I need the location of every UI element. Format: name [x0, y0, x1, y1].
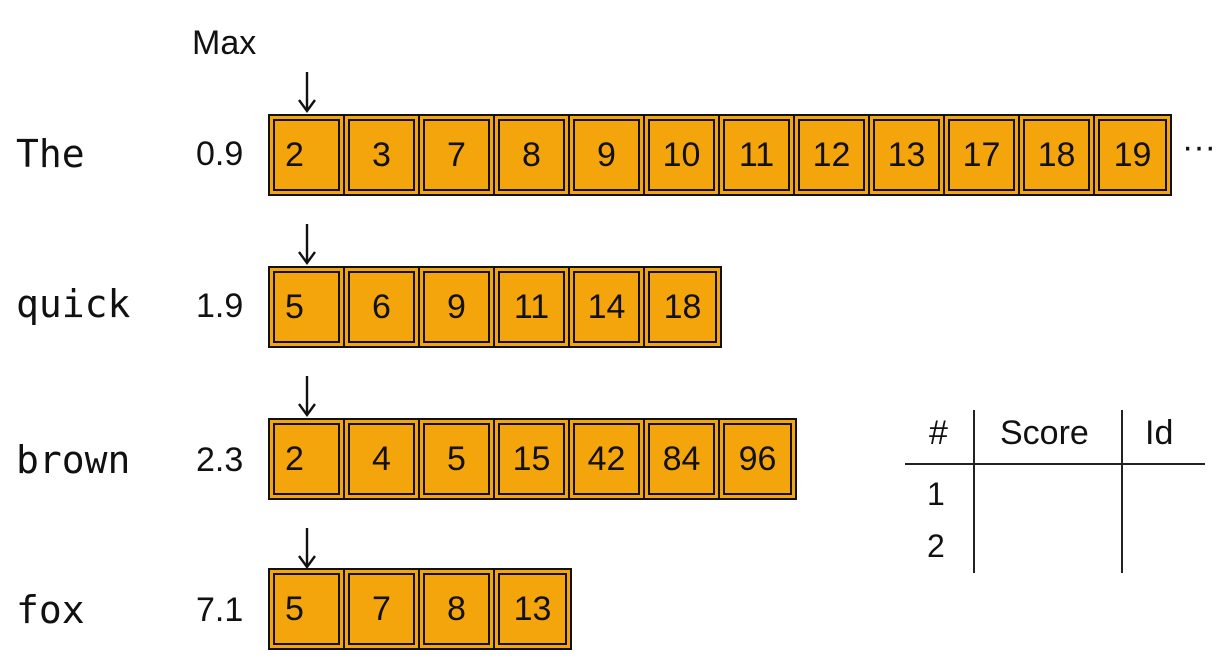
max-weight: 2.3 [196, 441, 244, 479]
down-arrow-icon [297, 526, 317, 570]
doc-id-cell: 5 [420, 420, 495, 498]
table-column-divider [1121, 410, 1123, 573]
posting-list [268, 114, 1172, 196]
down-arrow-icon [297, 374, 317, 418]
posting-list [268, 568, 572, 650]
doc-id-cell: 84 [645, 420, 720, 498]
down-arrow-icon [297, 222, 317, 266]
doc-id-cell: 7 [345, 570, 420, 648]
table-row-number: 1 [927, 476, 945, 512]
term-label: brown [16, 438, 131, 482]
down-arrow-icon [297, 70, 317, 114]
posting-list [268, 266, 722, 348]
column-header-id: Id [1145, 414, 1174, 452]
table-header-divider [905, 463, 1205, 465]
doc-id-cell: 8 [495, 116, 570, 194]
doc-id-cell: 11 [495, 268, 570, 346]
doc-id-cell: 8 [420, 570, 495, 648]
doc-id-cell: 5 [270, 268, 345, 346]
term-label: fox [16, 588, 85, 632]
results-table [905, 410, 1205, 575]
column-header-rank: # [929, 414, 948, 452]
table-column-divider [973, 410, 975, 573]
doc-id-cell: 18 [1020, 116, 1095, 194]
doc-id-cell: 15 [495, 420, 570, 498]
doc-id-cell: 17 [945, 116, 1020, 194]
doc-id-cell: 18 [645, 268, 720, 346]
doc-id-cell: 9 [570, 116, 645, 194]
doc-id-cell: 4 [345, 420, 420, 498]
max-label: Max [192, 24, 257, 62]
doc-id-cell: 11 [720, 116, 795, 194]
max-weight: 1.9 [196, 287, 244, 325]
doc-id-cell: 13 [870, 116, 945, 194]
column-header-score: Score [1000, 414, 1089, 452]
posting-list [268, 418, 797, 500]
doc-id-cell: 5 [270, 570, 345, 648]
doc-id-cell: 7 [420, 116, 495, 194]
doc-id-cell: 10 [645, 116, 720, 194]
doc-id-cell: 14 [570, 268, 645, 346]
doc-id-cell: 13 [495, 570, 570, 648]
term-label: The [16, 132, 85, 176]
doc-id-cell: 96 [720, 420, 795, 498]
doc-id-cell: 9 [420, 268, 495, 346]
doc-id-cell: 6 [345, 268, 420, 346]
doc-id-cell: 42 [570, 420, 645, 498]
max-weight: 0.9 [196, 135, 244, 173]
table-row-number: 2 [927, 528, 945, 564]
doc-id-cell: 3 [345, 116, 420, 194]
doc-id-cell: 2 [270, 420, 345, 498]
term-label: quick [16, 282, 131, 326]
max-weight: 7.1 [196, 591, 244, 629]
doc-id-cell: 12 [795, 116, 870, 194]
ellipsis: ··· [1182, 128, 1216, 166]
doc-id-cell: 19 [1095, 116, 1170, 194]
doc-id-cell: 2 [270, 116, 345, 194]
